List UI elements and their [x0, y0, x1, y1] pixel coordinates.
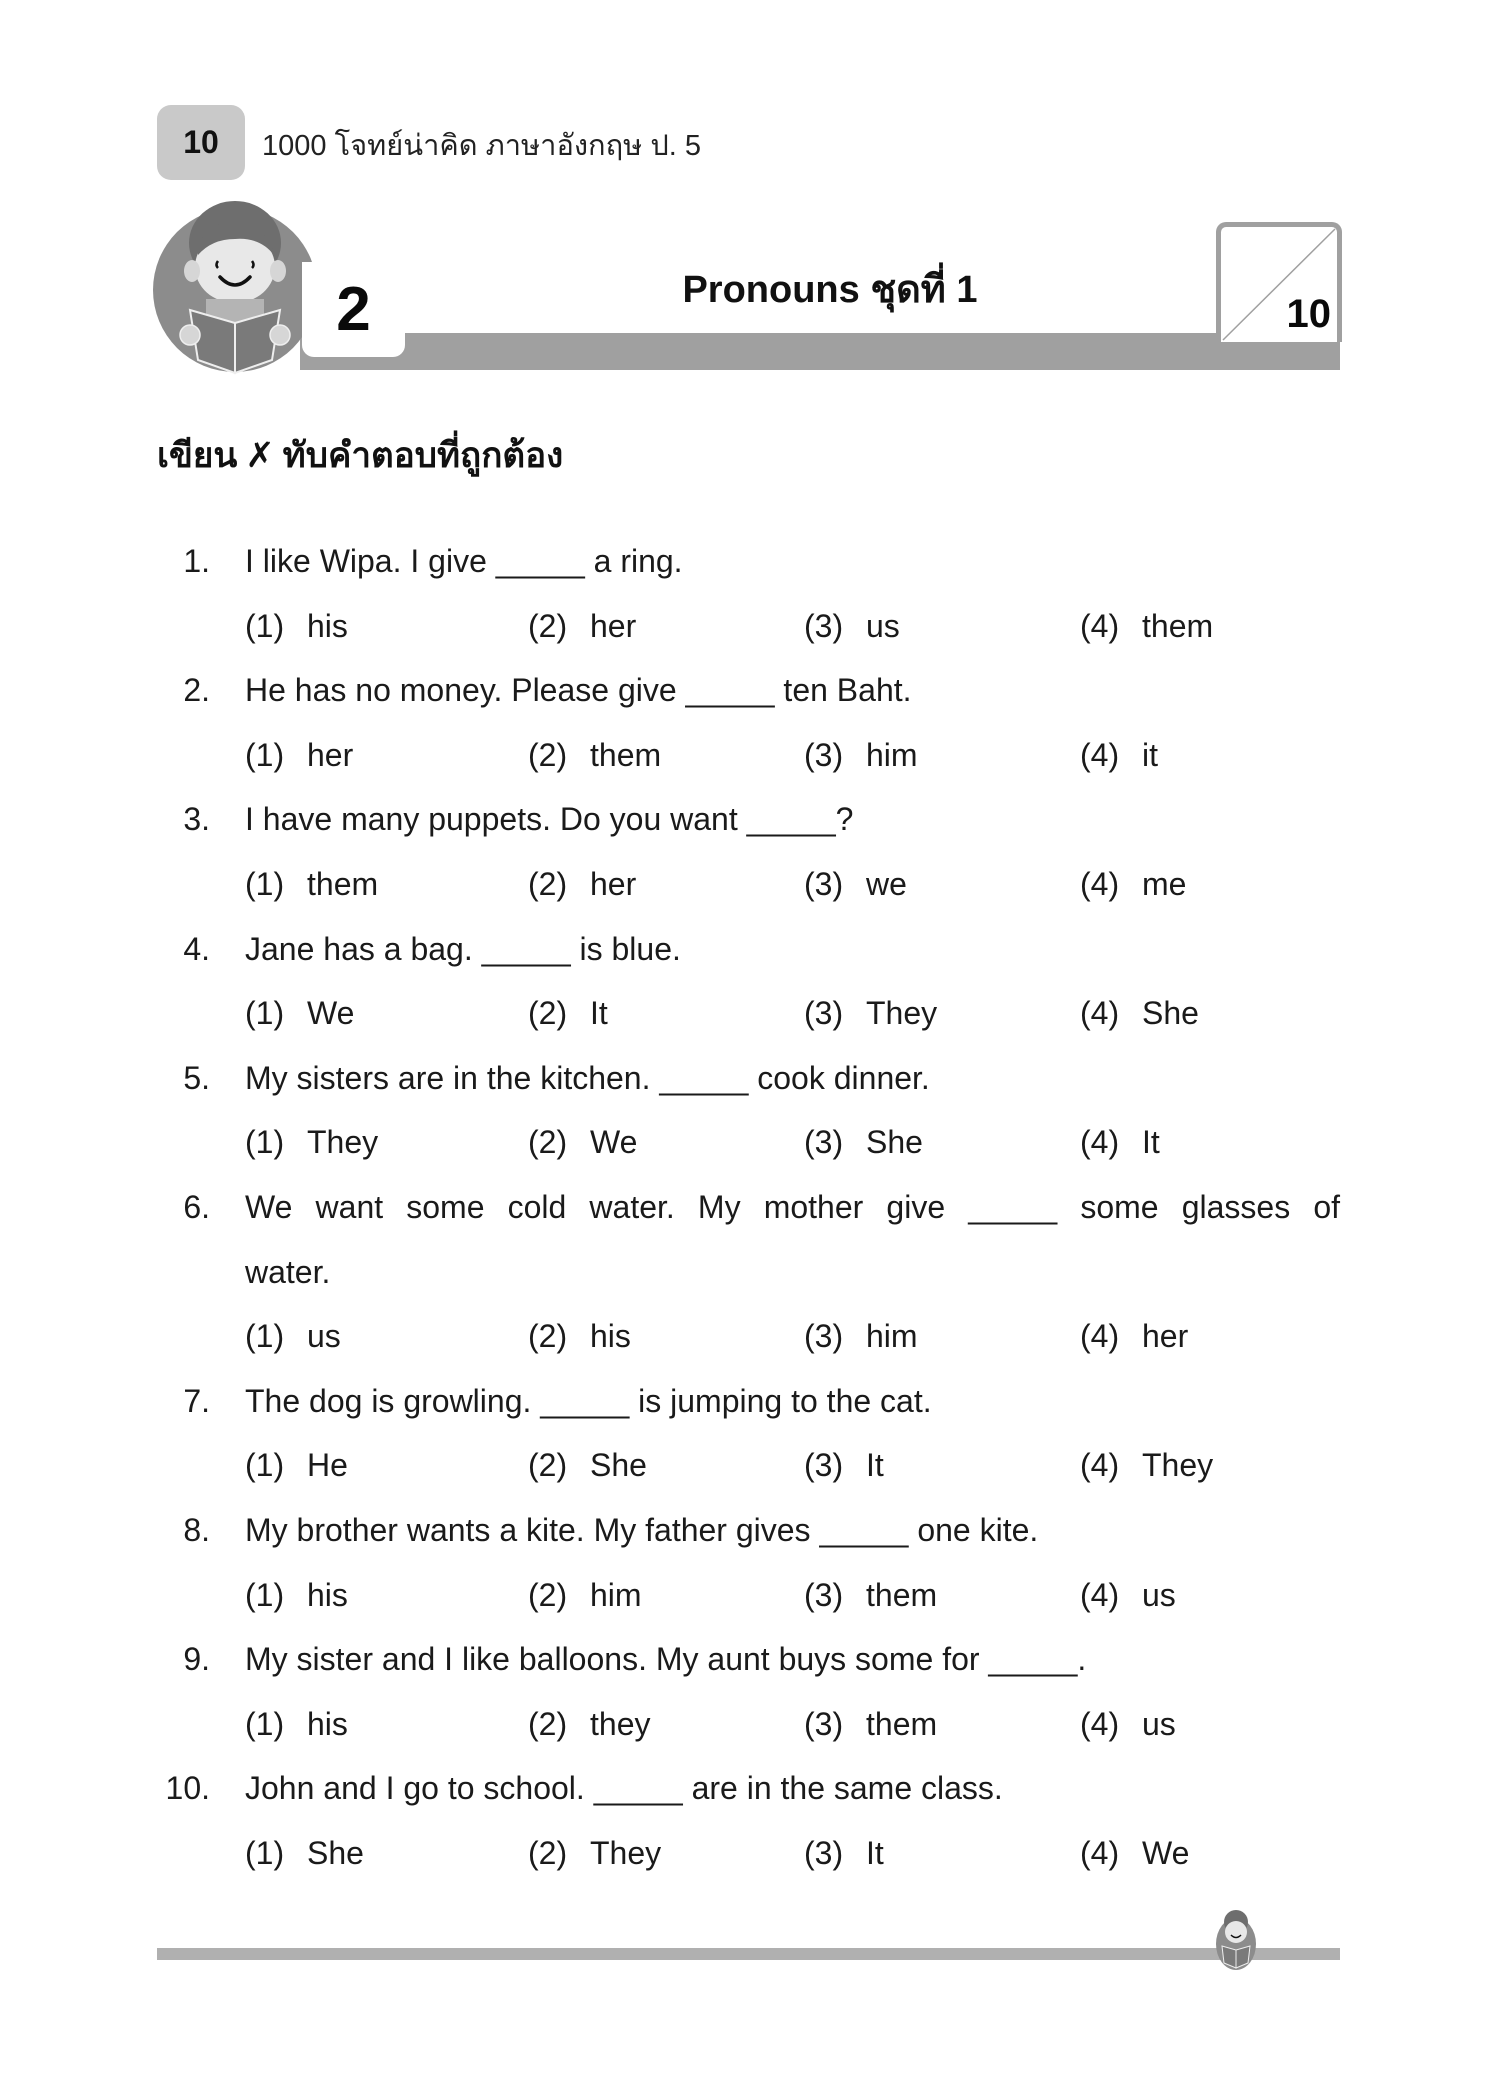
question-text: I like Wipa. I give _____ a ring. — [245, 543, 683, 579]
option-text: He — [307, 1447, 348, 1484]
footer-bar — [157, 1948, 1340, 1960]
answer-option[interactable] — [528, 1316, 631, 1356]
chapter-title: Pronouns ชุดที่ 1 — [682, 269, 978, 311]
option-text: We — [590, 1124, 638, 1161]
question-number: 4. — [183, 930, 210, 967]
answer-option[interactable] — [804, 864, 907, 904]
answer-option[interactable] — [804, 993, 937, 1033]
answer-option[interactable] — [528, 606, 636, 646]
option-label: (3) — [804, 1318, 844, 1355]
answer-option[interactable] — [245, 1316, 341, 1356]
option-label: (4) — [1080, 607, 1120, 644]
answer-option[interactable] — [245, 1122, 378, 1162]
option-label: (2) — [528, 1124, 568, 1161]
answer-option[interactable] — [245, 864, 378, 904]
answer-option[interactable] — [528, 864, 636, 904]
option-label: (2) — [528, 995, 568, 1032]
question-text: I have many puppets. Do you want _____? — [245, 801, 854, 838]
option-label: (4) — [1080, 866, 1120, 902]
page-number-badge — [157, 105, 245, 180]
option-text: him — [866, 1318, 918, 1355]
option-label: (4) — [1080, 1318, 1120, 1355]
option-label: (4) — [1080, 995, 1120, 1032]
option-text: They — [1142, 1447, 1214, 1484]
answer-option[interactable] — [528, 1122, 637, 1162]
answer-option[interactable] — [804, 1704, 937, 1744]
chapter-number: 2 — [336, 275, 371, 344]
option-label: (3) — [804, 1835, 844, 1871]
answer-option[interactable] — [1080, 606, 1213, 646]
option-text: us — [1142, 1705, 1176, 1742]
option-text: them — [1142, 607, 1214, 644]
option-text: They — [590, 1835, 662, 1871]
question-number: 6. — [183, 1189, 210, 1225]
option-label: (2) — [528, 736, 568, 773]
answer-option[interactable] — [528, 1575, 642, 1615]
option-text: them — [866, 1576, 938, 1613]
answer-option[interactable] — [1080, 1575, 1176, 1615]
answer-option[interactable] — [804, 1445, 884, 1485]
answer-option[interactable] — [1080, 993, 1199, 1033]
answer-option[interactable] — [528, 1704, 650, 1744]
option-text: They — [307, 1124, 379, 1161]
option-label: (4) — [1080, 1705, 1120, 1742]
option-label: (3) — [804, 1124, 844, 1161]
answer-option[interactable] — [804, 1122, 923, 1162]
option-text: them — [307, 866, 379, 902]
footer-mascot-icon — [1214, 1908, 1258, 1972]
page-number: 10 — [183, 124, 219, 160]
score-box — [1216, 222, 1342, 342]
option-text: we — [866, 866, 907, 902]
option-label: (4) — [1080, 1447, 1120, 1484]
question-text: John and I go to school. _____ are in the same class. — [245, 1770, 1003, 1807]
option-text: his — [590, 1318, 631, 1355]
option-text: It — [866, 1447, 884, 1484]
option-label: (2) — [528, 1705, 568, 1742]
option-label: (4) — [1080, 1124, 1120, 1161]
answer-option[interactable] — [245, 1704, 348, 1744]
option-label: (4) — [1080, 736, 1120, 773]
answer-option[interactable] — [245, 1445, 348, 1485]
option-text: him — [866, 736, 918, 773]
answer-option[interactable] — [1080, 1445, 1213, 1485]
answer-option[interactable] — [528, 993, 608, 1033]
option-text: They — [866, 995, 938, 1032]
option-text: us — [866, 607, 900, 644]
option-text: She — [1142, 995, 1199, 1032]
option-text: her — [590, 607, 637, 644]
option-label: (4) — [1080, 1835, 1120, 1871]
book-title: 1000 โจทย์น่าคิด ภาษาอังกฤษ ป. 5 — [262, 130, 701, 162]
option-label: (4) — [1080, 1576, 1120, 1613]
option-label: (1) — [245, 1318, 285, 1355]
option-text: it — [1142, 736, 1158, 773]
option-text: his — [307, 1705, 348, 1742]
option-text: We — [1142, 1835, 1190, 1871]
instruction-text-before: เขียน — [157, 436, 238, 475]
question-text: My sisters are in the kitchen. _____ cook dinner. — [245, 1059, 930, 1096]
answer-option[interactable] — [1080, 1122, 1160, 1162]
instruction — [157, 428, 563, 483]
option-label: (3) — [804, 607, 844, 644]
option-text: them — [866, 1705, 938, 1742]
question-number: 9. — [183, 1641, 210, 1678]
chapter-number-tab — [302, 262, 405, 357]
question-number: 5. — [183, 1059, 210, 1096]
answer-option[interactable] — [245, 606, 348, 646]
option-label: (1) — [245, 736, 285, 773]
option-text: her — [307, 736, 354, 773]
answer-option[interactable] — [804, 1833, 884, 1873]
option-text: her — [1142, 1318, 1189, 1355]
answer-option[interactable] — [1080, 1833, 1189, 1873]
question-text: The dog is growling. _____ is jumping to the cat. — [245, 1382, 932, 1419]
answer-option[interactable] — [804, 606, 900, 646]
answer-option[interactable] — [804, 1575, 937, 1615]
option-label: (3) — [804, 1705, 844, 1742]
option-label: (1) — [245, 1835, 285, 1871]
option-text: We — [307, 995, 355, 1032]
question-text: My sister and I like balloons. My aunt buys some for _____. — [245, 1641, 1087, 1678]
answer-option[interactable] — [245, 1833, 364, 1873]
option-label: (2) — [528, 1318, 568, 1355]
option-text: me — [1142, 866, 1187, 902]
question-number: 1. — [183, 543, 210, 579]
question-text: My brother wants a kite. My father gives _____ one kite. — [245, 1512, 1039, 1548]
answer-option[interactable] — [528, 735, 661, 775]
option-label: (1) — [245, 1576, 285, 1613]
option-text: She — [866, 1124, 923, 1161]
option-label: (2) — [528, 1576, 568, 1613]
question-number: 7. — [183, 1382, 210, 1419]
question-number: 10. — [165, 1770, 210, 1807]
question-text: We want some cold water. My mother give _____ some glasses of — [245, 1189, 1340, 1225]
option-text: them — [590, 736, 662, 773]
x-mark-icon: ✗ — [245, 436, 275, 475]
answer-option[interactable] — [1080, 1316, 1188, 1356]
answer-option[interactable] — [1080, 1704, 1176, 1744]
option-text: us — [307, 1318, 341, 1355]
answer-option[interactable] — [245, 1575, 348, 1615]
option-text: She — [307, 1835, 364, 1871]
option-label: (3) — [804, 866, 844, 902]
answer-option[interactable] — [1080, 864, 1186, 904]
answer-option[interactable] — [528, 1445, 647, 1485]
instruction-text-after: ทับคำตอบที่ถูกต้อง — [282, 436, 564, 475]
chapter-header-band — [300, 333, 1340, 370]
option-text: She — [590, 1447, 647, 1484]
option-label: (3) — [804, 736, 844, 773]
option-label: (1) — [245, 1124, 285, 1161]
answer-option[interactable] — [245, 735, 353, 775]
total-score: 10 — [1286, 292, 1331, 336]
question-text-continued: water. — [245, 1253, 331, 1290]
option-text: his — [307, 607, 348, 644]
answer-option[interactable] — [528, 1833, 661, 1873]
option-label: (1) — [245, 866, 285, 902]
option-label: (3) — [804, 995, 844, 1032]
question-text: He has no money. Please give _____ ten Baht. — [245, 672, 912, 709]
option-label: (2) — [528, 866, 568, 902]
answer-option[interactable] — [1080, 735, 1158, 775]
option-label: (2) — [528, 1835, 568, 1871]
option-label: (1) — [245, 607, 285, 644]
option-text: It — [866, 1835, 884, 1871]
answer-option[interactable] — [804, 735, 918, 775]
option-text: they — [590, 1705, 651, 1742]
option-text: It — [590, 995, 608, 1032]
question-number: 2. — [183, 672, 210, 709]
answer-option[interactable] — [804, 1316, 918, 1356]
question-number: 3. — [183, 801, 210, 838]
option-label: (3) — [804, 1576, 844, 1613]
option-text: her — [590, 866, 637, 902]
option-label: (1) — [245, 995, 285, 1032]
question-number: 8. — [183, 1512, 210, 1548]
question-text: Jane has a bag. _____ is blue. — [245, 930, 681, 967]
option-label: (2) — [528, 1447, 568, 1484]
option-text: It — [1142, 1124, 1160, 1161]
option-text: us — [1142, 1576, 1176, 1613]
option-label: (2) — [528, 607, 568, 644]
option-label: (1) — [245, 1447, 285, 1484]
option-text: him — [590, 1576, 642, 1613]
option-label: (3) — [804, 1447, 844, 1484]
option-text: his — [307, 1576, 348, 1613]
answer-option[interactable] — [245, 993, 354, 1033]
option-label: (1) — [245, 1705, 285, 1742]
